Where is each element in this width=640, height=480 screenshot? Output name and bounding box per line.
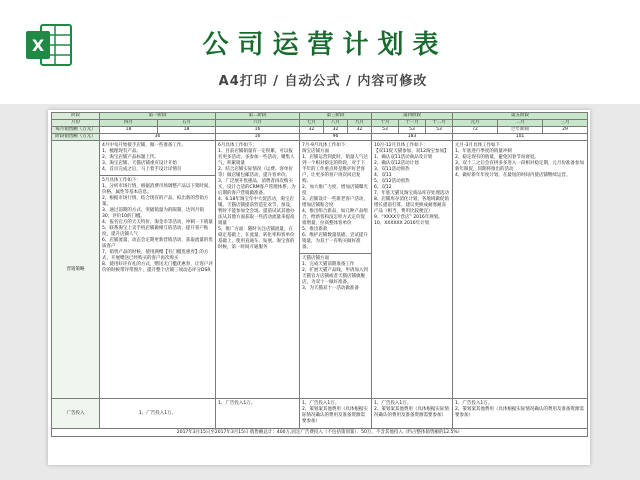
month-cell: 七月 xyxy=(300,120,324,127)
ads-stage-4: 1、广告投入1万。 2、策划案其他费用（具体根据实际情况确认的费用及准备资源需要参加） xyxy=(372,399,453,429)
stage-5: 第五阶段 xyxy=(453,113,588,120)
excel-icon-letter: X xyxy=(31,36,45,55)
monthly-sales-cell: 53 xyxy=(426,127,453,134)
page-subtitle: A4打印 / 自动公式 / 内容可修改 xyxy=(218,74,428,89)
strategy-stage-5-text: 元月-3月具体工作如下： 1、年底进行季度的销量冲刺 2、稳定现有的销量，避免因春节而衰退。 3、双十二之后会有拼多多进入一段相对稳定期，元月份准备参加新年限促，同期将推出的活动 4、做好新年年度计划，在最短的时间内使店铺继续运营。 xyxy=(455,143,584,178)
strategy-stage-1-april: 4月中旬开始接手店铺，做一些准备工作。 1、梳理现有产品。 2、淘宝店铺产品标题上传。 3、淘宝店铺、天猫店铺重页设计开始 4、首页完成之后，马上着手设计详情页 xyxy=(102,143,186,172)
ads-stage-2: 1、广告投入1万。 xyxy=(216,399,300,429)
monthly-sales-cell: 16 xyxy=(216,127,300,134)
month-cell: 五月 xyxy=(158,120,216,127)
ads-stage-3: 1、广告投入1万。 2、策划案其他费用（具体根据实际情况确认的费用及准备资源需要参加） xyxy=(300,399,372,429)
strategy-stage-1-may: 5月具体工作如下： 1、分析市场行情，根据消费市场调整产品以下架时间、价格、属性等基本信息。 2、根据市场行情，结合现有的产品，拟出新的营销方案。 3、通过前期的方式，突破销量为的限制，达到月销30，评价10的门槛。 4、报名官方的天天特价、淘金币等活动，冲刺一下销量 5、联系淘宝上卖手机店铺做相互的活动，提升客户粘度，提升店铺人气 6、店铺流量、动态会定期更新营销活动，获取流量的优质客户 7、销售产品的时候，使用满赠【有门槛优惠券】的方式，开展赠送已经购买的客户再次购买 8、使用好评有礼的方式，赠送无门槛优惠券，让客户评价的时候带评带图片，提升整个店铺三项动态评分DSR xyxy=(102,178,213,273)
monthly-sales-cell: 32 xyxy=(348,127,372,134)
monthly-sales-cell: 18 xyxy=(158,127,216,134)
stage-sales-cell: 101 xyxy=(453,134,588,141)
monthly-sales-cell: 18 xyxy=(100,127,158,134)
strategy-stage-2-text: 6月具体工作如下： 1、目前店铺销量有一定积累，可以报名更多活动，多参加一些活动，聚集人气，积累销量 2、结合店铺实际情况（运费、客单价等）做店铺包邮活动，提升客单价。 3、广泛展开优惠品，消费者再次购买买，设计合适的CRM客户管理体系，为后期的客户营销做准备。 4、6.18年淘宝年中大促活动，淘宝店铺、天猫店铺提前营造狂欢节，预设，暂时不能参加全会场。提前试试其他办法从其他方面获取一些活动流量来提高销量 5、推广方面：随时关注店铺流量，在稳定基础上，在流量，转化率和客单价基础上，使用直通车、钻展、淘宝客的时候，第一时间开通服务 xyxy=(218,143,296,250)
page-header xyxy=(0,0,640,104)
monthly-sales-cell: 72 xyxy=(453,127,498,134)
ads-stage-5: 1、广告投入1万。 2、策划案其他费用（具体根据实际情况确认的费用及准备资源需要参加） xyxy=(453,399,588,429)
stage-3: 第三阶段 xyxy=(300,113,372,120)
monthly-sales-label: 每月销售额（万元） xyxy=(52,127,100,134)
month-row xyxy=(52,120,588,127)
stage-2: 第二阶段 xyxy=(216,113,300,120)
month-cell: 八月 xyxy=(324,120,348,127)
stage-sales-cell: 96 xyxy=(300,134,372,141)
stage-sales-cell: 183 xyxy=(372,134,453,141)
stage-sales-row xyxy=(52,134,588,141)
strategy-stage-3 xyxy=(300,141,372,399)
month-label: 月份 xyxy=(52,120,100,127)
monthly-sales-row xyxy=(52,127,588,134)
strategy-label: 营销策略 xyxy=(52,141,100,399)
ads-row xyxy=(52,399,588,429)
stage-sales-cell: 16 xyxy=(216,134,300,141)
strategy-stage-3-taobao: 7月-9月具体工作如下： 淘宝店铺方面 1、店铺运营到此时，销量人气达到一个相对稳定的阶段，对于下半年的工作重点将是维护好老客户，让更多的客户再次回店复购。 2、加大推广力度，增加店铺曝光度 3、店铺设计一些新老客户活动，增加店铺粘合度 4、推出组合新品，如几种产品组合，给新客和没怎样方式定价促销增量，拉高整体客单价 5、推出新款 6、维护店铺数量基础，尝试提升销量，为双十一有购买做好准备。 xyxy=(302,143,368,250)
summary-text: 2017年3月15日至2017年3月15日 销售额总计：400万,固定广告费投入（不包括策划案）：50万，不含其他投入（约占整体销售额的12.5%） xyxy=(52,429,588,437)
month-cell: 十月 xyxy=(372,120,399,127)
monthly-sales-cell: 53 xyxy=(372,127,399,134)
ads-stage-1: 1、广告投入1万。 xyxy=(100,399,216,429)
operation-plan-table xyxy=(51,112,588,437)
strategy-stage-1 xyxy=(100,141,216,399)
stage-4: 第四阶段 xyxy=(372,113,453,120)
month-cell: 四月 xyxy=(100,120,158,127)
month-cell: 二月 xyxy=(498,120,543,127)
strategy-stage-4 xyxy=(372,141,453,399)
stage-sales-label: 阶段销售额（万元） xyxy=(52,134,100,141)
stage-row xyxy=(52,113,588,120)
document-page xyxy=(48,110,590,465)
summary-row xyxy=(52,429,588,437)
month-cell: 十一月 xyxy=(399,120,426,127)
monthly-sales-cell: 32 xyxy=(300,127,324,134)
page-title: 公司运营计划表 xyxy=(202,30,448,60)
month-cell: 九月 xyxy=(348,120,372,127)
month-cell: 十二月 xyxy=(426,120,453,127)
strategy-stage-4-text: 10月-12月具体工作如下： 【双11促天猫参加，双12淘宝参加】 1、确认双11活动商品及计划 2、确认双12活动计划 3、双11活动预热 4、双11 5、双12活动预热 6、双12 7、年底天猫及淘宝商品库存处理活动 8、店铺库存消化计划，各地域做促销增长提前打算，建议更换成耐寒耐冻产品（相当，费用比较便宜） 9、“XXXX专营店” 2016年规划。 10、XXXXXX 2016年计划 xyxy=(374,143,449,226)
strategy-stage-5 xyxy=(453,141,588,399)
monthly-sales-cell: 29 xyxy=(543,127,588,134)
monthly-sales-cell: 53 xyxy=(399,127,426,134)
stage-1: 第一阶段 xyxy=(100,113,216,120)
month-cell: 六月 xyxy=(216,120,300,127)
month-cell: 元月 xyxy=(453,120,498,127)
monthly-sales-cell: 过年期间 xyxy=(498,127,543,134)
ads-label: 广告投入 xyxy=(52,399,100,429)
excel-icon xyxy=(25,22,73,68)
stage-label: 阶段 xyxy=(52,113,100,120)
strategy-stage-3-tmall: 天猫店铺方面 1、完成天猫前期准备工作 2、扩展天猫产品线，申请加入到天猫官方店铺或者天猫店铺旗舰店，为双十一做好准备。 3、为天猫双十一活动做准备 xyxy=(302,256,368,291)
month-cell: 三月 xyxy=(543,120,588,127)
stage-sales-cell: 36 xyxy=(100,134,216,141)
monthly-sales-cell: 32 xyxy=(324,127,348,134)
strategy-stage-2 xyxy=(216,141,300,399)
strategy-row xyxy=(52,141,588,399)
